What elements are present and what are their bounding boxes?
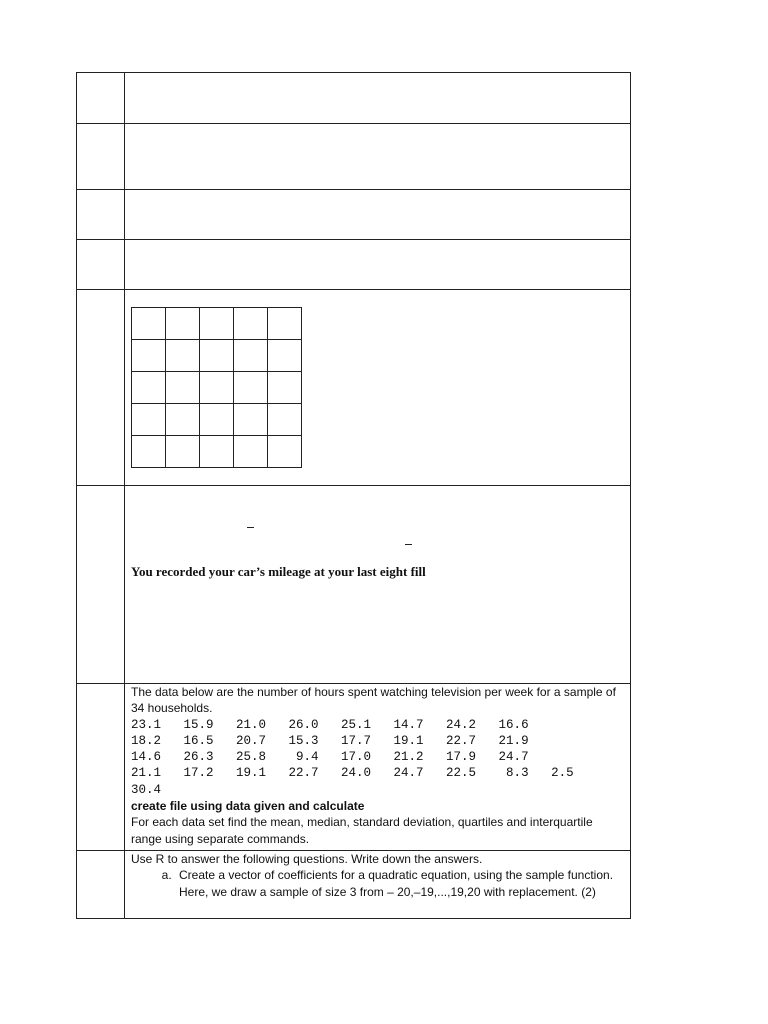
grid-row bbox=[132, 340, 302, 372]
grid-row bbox=[132, 436, 302, 468]
grid-cell bbox=[166, 308, 200, 340]
r-question bbox=[131, 851, 624, 919]
question-list bbox=[131, 867, 624, 900]
empty-grid bbox=[131, 307, 302, 468]
grid-cell bbox=[132, 436, 166, 468]
table-row-1 bbox=[77, 73, 630, 123]
grid-cell bbox=[200, 372, 234, 404]
column-divider bbox=[124, 124, 125, 189]
table-row-5 bbox=[77, 289, 630, 485]
grid-cell bbox=[132, 372, 166, 404]
grid-cell bbox=[234, 308, 268, 340]
overline-mark bbox=[247, 527, 254, 528]
grid-cell bbox=[132, 340, 166, 372]
question-instruction: For each data set find the mean, median, standard deviation, quartiles and interquartile range using separate commands. bbox=[131, 815, 593, 846]
grid-row bbox=[132, 404, 302, 436]
question-intro: The data below are the number of hours spent watching television per week for a sample of 34 households. bbox=[131, 685, 616, 716]
grid-cell bbox=[234, 404, 268, 436]
table-row-6 bbox=[77, 485, 630, 683]
bold-instruction: create file using data given and calculate bbox=[131, 799, 365, 814]
column-divider bbox=[124, 684, 125, 850]
data-line: 14.6 26.3 25.8 9.4 17.0 21.2 17.9 24.7 bbox=[131, 750, 529, 765]
column-divider bbox=[124, 851, 125, 919]
column-divider bbox=[124, 240, 125, 289]
grid-cell bbox=[268, 340, 302, 372]
grid-cell bbox=[268, 436, 302, 468]
table-row-7 bbox=[77, 683, 630, 850]
table-row-2 bbox=[77, 123, 630, 189]
document-table bbox=[76, 72, 631, 919]
data-line: 23.1 15.9 21.0 26.0 25.1 14.7 24.2 16.6 bbox=[131, 717, 529, 732]
grid-cell bbox=[268, 308, 302, 340]
grid-cell bbox=[200, 308, 234, 340]
column-divider bbox=[124, 486, 125, 683]
mileage-heading: You recorded your car’s mileage at your last eight fill bbox=[131, 564, 426, 579]
grid-cell bbox=[166, 404, 200, 436]
grid-row bbox=[132, 372, 302, 404]
grid-cell bbox=[200, 404, 234, 436]
table-row-8 bbox=[77, 850, 630, 919]
data-line: 18.2 16.5 20.7 15.3 17.7 19.1 22.7 21.9 bbox=[131, 733, 529, 748]
column-divider bbox=[124, 290, 125, 485]
grid-cell bbox=[234, 372, 268, 404]
grid-cell bbox=[200, 436, 234, 468]
grid-cell bbox=[268, 404, 302, 436]
grid-cell bbox=[234, 340, 268, 372]
table-row-3 bbox=[77, 189, 630, 239]
grid-cell bbox=[200, 340, 234, 372]
grid-cell bbox=[166, 436, 200, 468]
grid-cell bbox=[166, 340, 200, 372]
grid-cell bbox=[166, 372, 200, 404]
question-intro: Use R to answer the following questions. Write down the answers. bbox=[131, 852, 483, 866]
grid-cell bbox=[132, 308, 166, 340]
table-row-4 bbox=[77, 239, 630, 289]
data-line: 30.4 bbox=[131, 782, 162, 797]
overline-mark bbox=[405, 544, 412, 545]
data-line: 21.1 17.2 19.1 22.7 24.0 24.7 22.5 8.3 2.5 bbox=[131, 766, 574, 781]
tv-hours-question bbox=[131, 684, 624, 850]
column-divider bbox=[124, 190, 125, 239]
grid-cell bbox=[234, 436, 268, 468]
column-divider bbox=[124, 73, 125, 123]
grid-row bbox=[132, 308, 302, 340]
grid-cell bbox=[132, 404, 166, 436]
grid-cell bbox=[268, 372, 302, 404]
list-item-a: a. Create a vector of coefficients for a quadratic equation, using the sample function. Here, we draw a sample of size 3 from – 20,–19,...,19,20 with replacement. (2) bbox=[175, 867, 624, 900]
